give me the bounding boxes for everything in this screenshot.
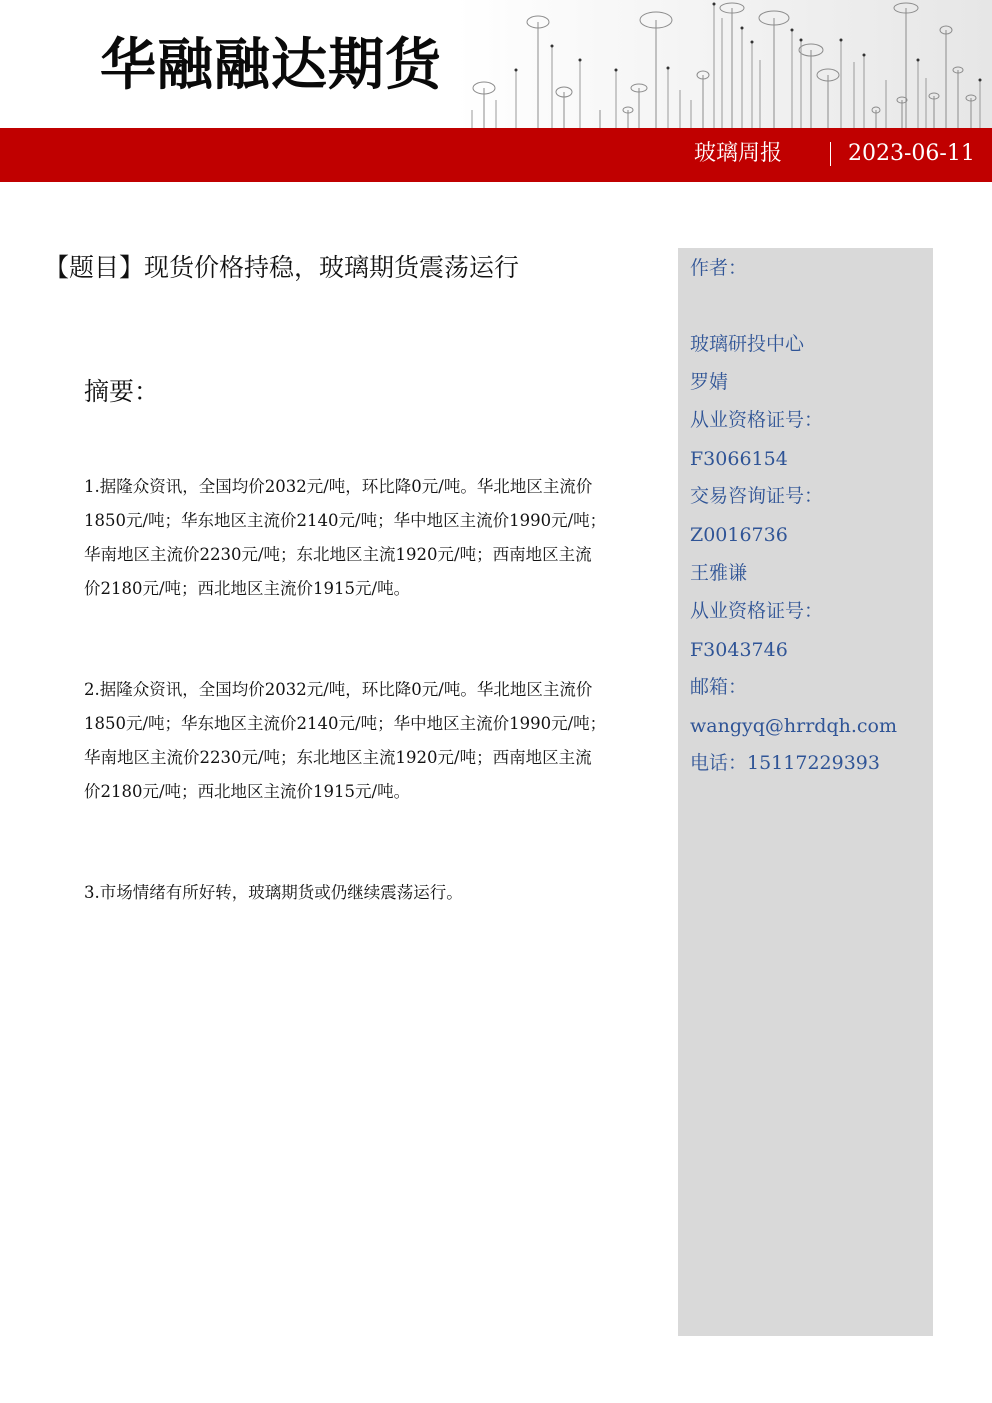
- qualification-label-1: 从业资格证号：: [690, 409, 824, 431]
- summary-paragraph-3: 3.市场情绪有所好转，玻璃期货或仍继续震荡运行。: [84, 883, 463, 902]
- report-title: 【题目】现货价格持稳，玻璃期货震荡运行: [44, 253, 520, 282]
- summary-paragraph-2: 2.据隆众资讯，全国均价2032元/吨，环比降0元/吨。华北地区主流价1850元/吨；华东地区主流价2140元/吨；华中地区主流价1990元/吨；华南地区主流价2230元/吨；东北地区主流1920元/吨；西南地区主流价2180元/吨；西北地区主流价1915元/吨。: [84, 680, 607, 801]
- decorative-circles-graphic: [456, 0, 992, 128]
- author-name-2: 王雅谦: [690, 562, 748, 584]
- qualification-label-2: 从业资格证号：: [690, 600, 824, 622]
- report-date: 2023-06-11: [848, 141, 975, 166]
- author-name-1: 罗婧: [690, 371, 729, 393]
- summary-heading: 摘要：: [84, 377, 160, 406]
- report-type: 玻璃周报: [694, 141, 783, 166]
- phone-number: 电话：15117229393: [690, 752, 880, 774]
- email-address: wangyq@hrrdqh.com: [690, 715, 897, 737]
- consulting-number: Z0016736: [690, 524, 788, 546]
- email-label: 邮箱：: [690, 676, 748, 698]
- qualification-number-1: F3066154: [690, 448, 788, 470]
- author-label: 作者：: [690, 257, 748, 279]
- consulting-label: 交易咨询证号：: [690, 485, 824, 507]
- report-header: [0, 0, 992, 182]
- author-department: 玻璃研投中心: [690, 333, 805, 355]
- header-divider: [830, 142, 831, 166]
- header-red-band: [0, 128, 992, 182]
- summary-paragraph-1: 1.据隆众资讯，全国均价2032元/吨，环比降0元/吨。华北地区主流价1850元/吨；华东地区主流价2140元/吨；华中地区主流价1990元/吨；华南地区主流价2230元/吨；东北地区主流1920元/吨；西南地区主流价2180元/吨；西北地区主流价1915元/吨。: [84, 477, 607, 598]
- brand-logo-text: 华融融达期货: [100, 33, 442, 98]
- qualification-number-2: F3043746: [690, 639, 788, 661]
